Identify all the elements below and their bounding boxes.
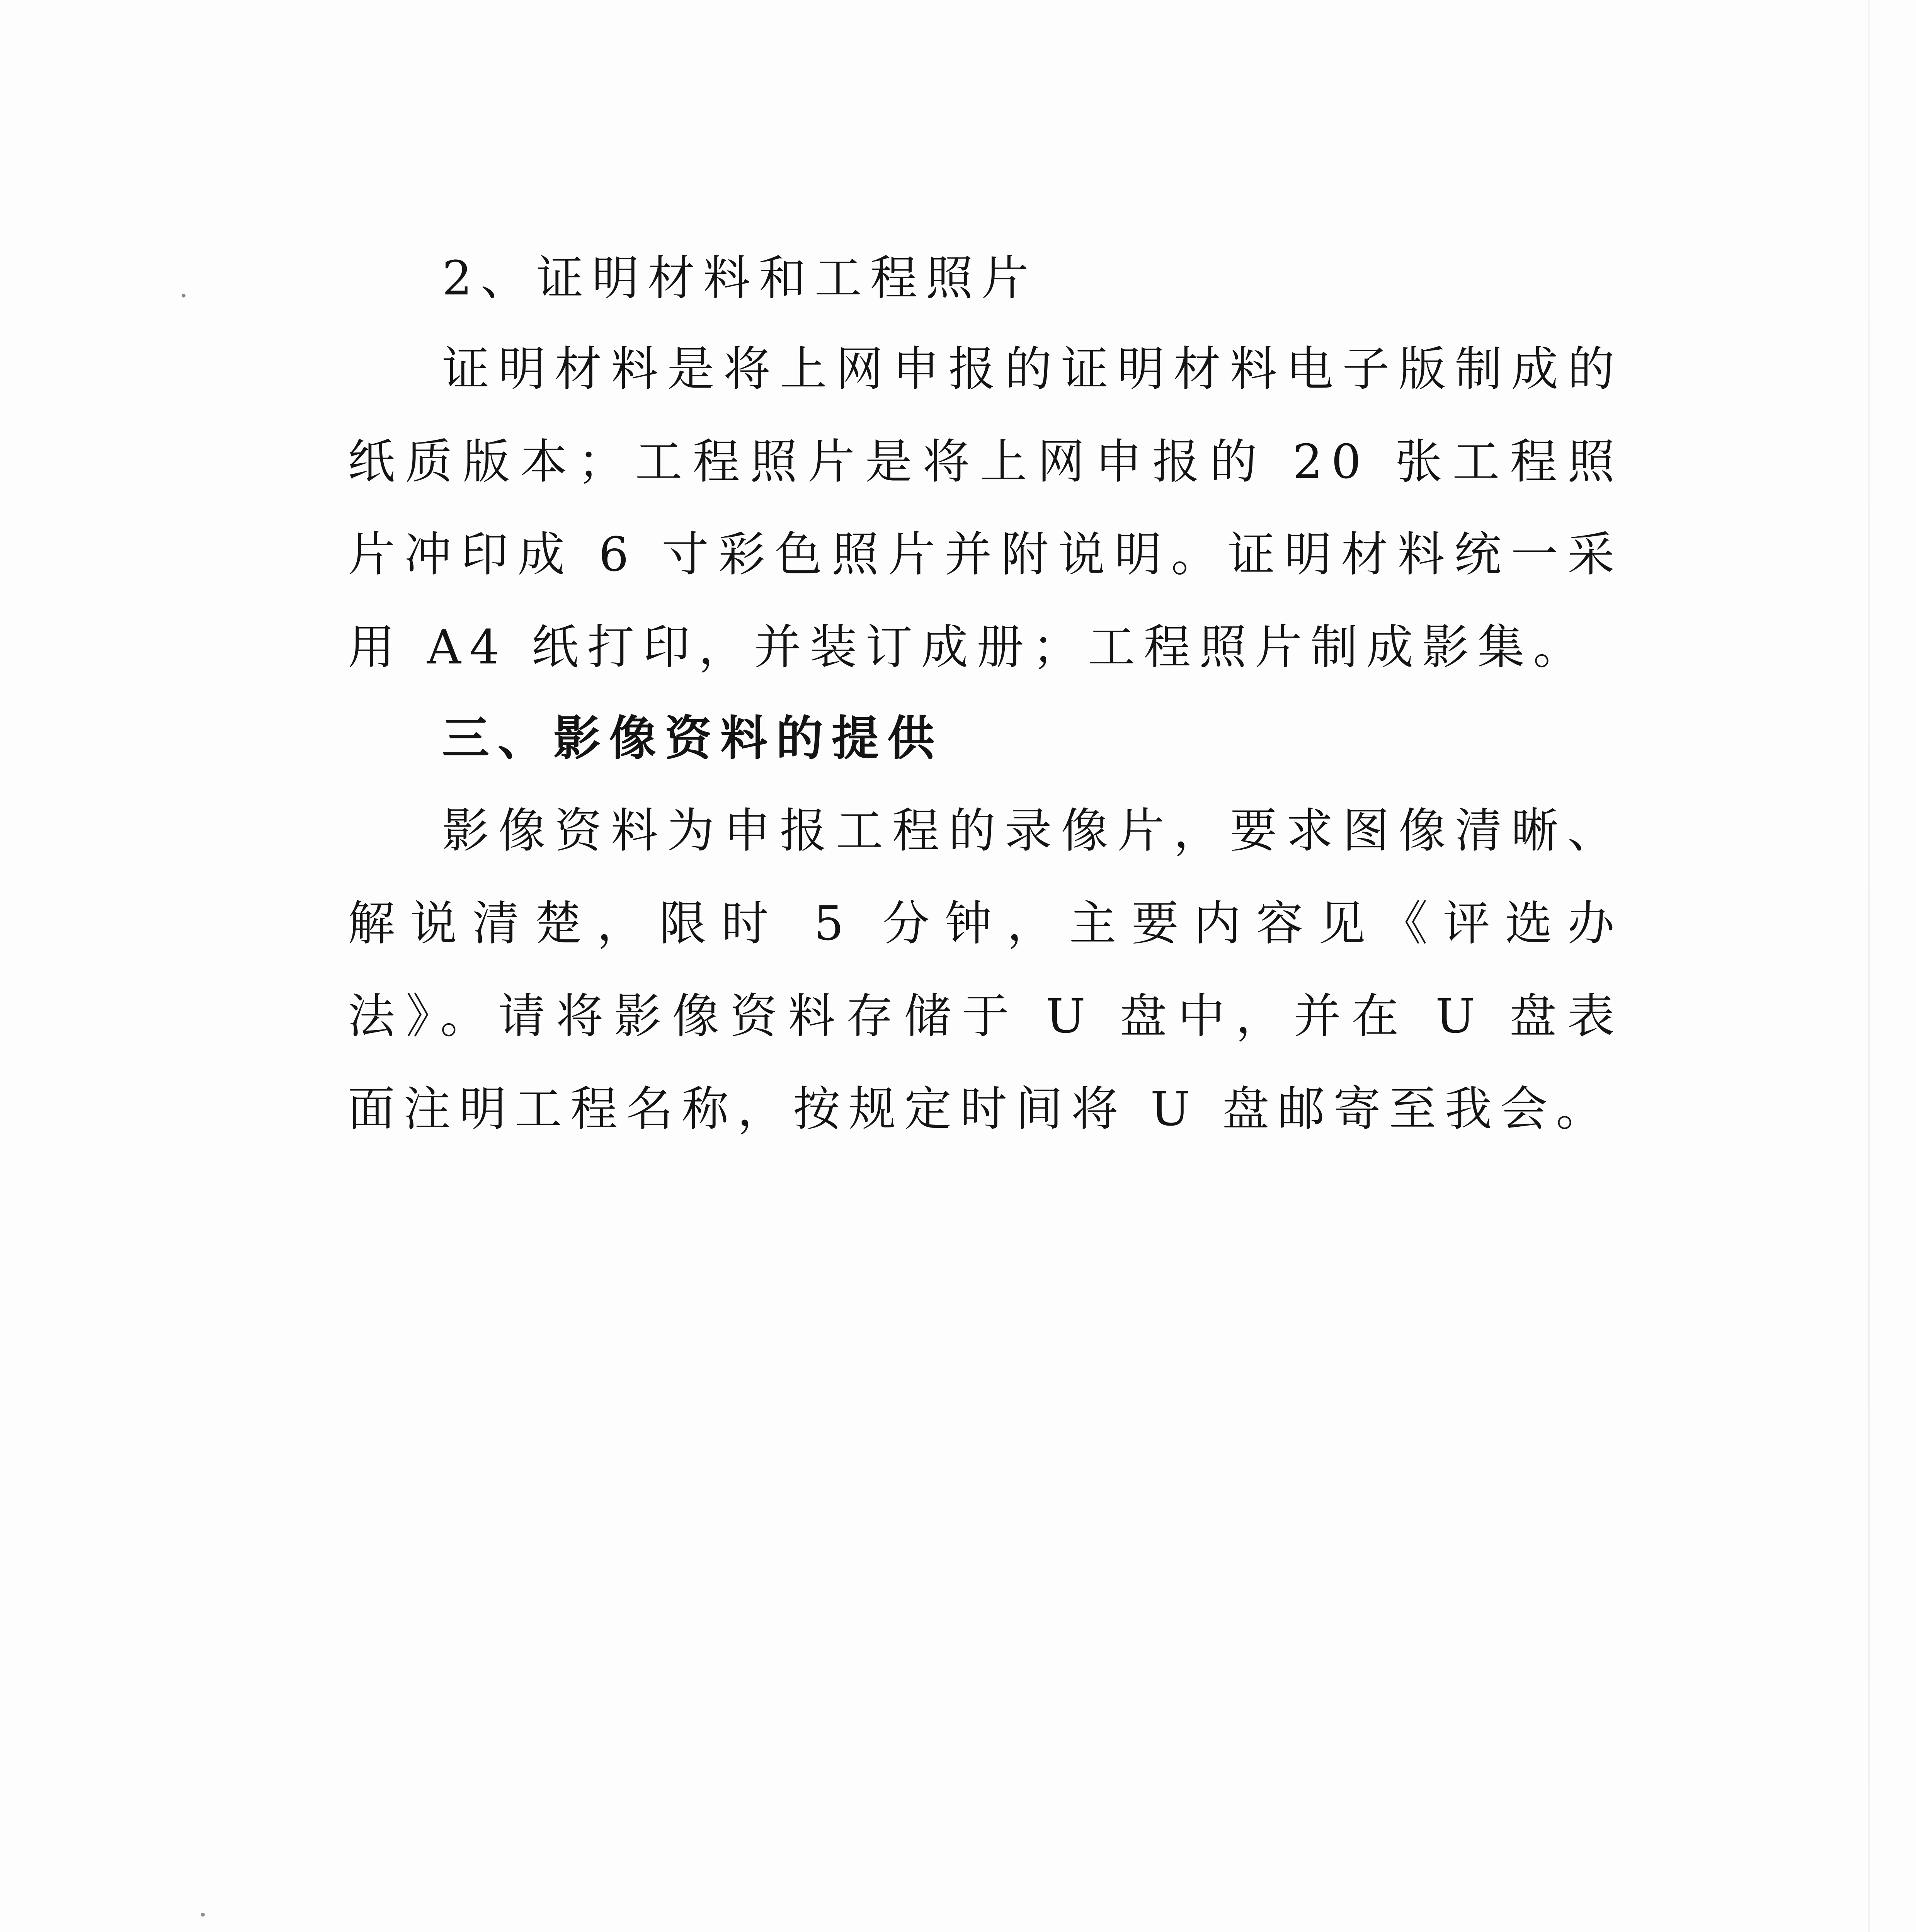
section-3-title: 三、影像资料的提供 [442,710,943,766]
scan-speck [201,1913,205,1917]
section-3-body: 影像资料为申报工程的录像片，要求图像清晰、解说清楚，限时 5 分钟，主要内容见《评选办法》。请将影像资料存储于 U 盘中，并在 U 盘表面注明工程名称，按规定时间将 U 盘邮寄至我会。 [348,803,1623,1136]
section-2-title: 2、证明材料和工程照片 [442,251,1037,306]
scan-speck [182,294,185,298]
scan-edge [1868,0,1870,1932]
section-2-body: 证明材料是将上网申报的证明材料电子版制成的纸质版本；工程照片是将上网申报的 20 张工程照片冲印成 6 寸彩色照片并附说明。证明材料统一采用 A4 纸打印，并装订成册；工程照片制成影集。 [348,342,1623,675]
